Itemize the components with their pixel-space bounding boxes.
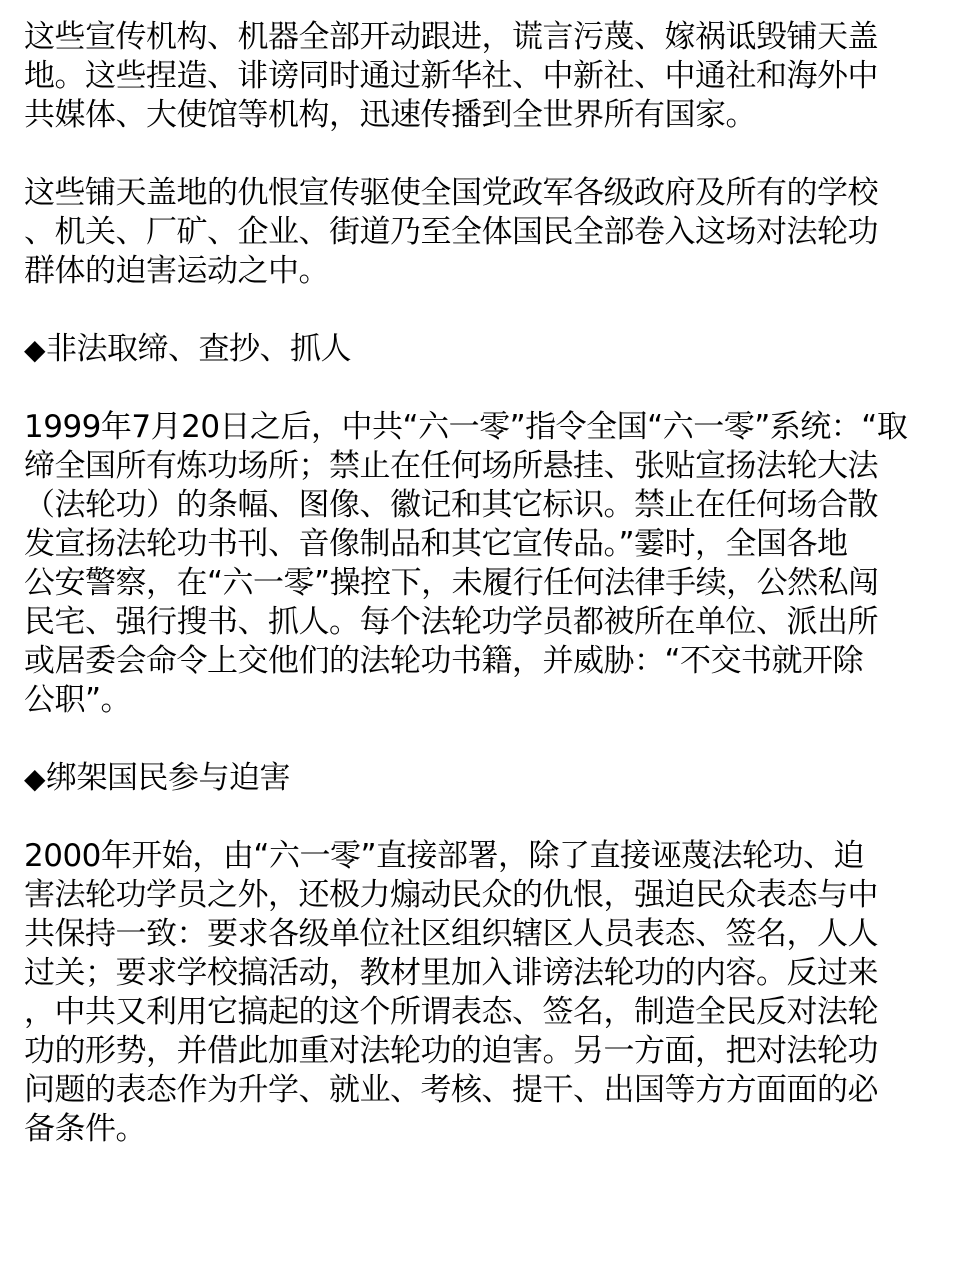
paragraph-hate-propaganda [24,174,949,291]
diamond-bullet-icon: ◆ [24,333,46,366]
text-line: 公安警察，在“六一零”操控下，未履行任何法律手续，公然私闯 [24,565,879,601]
paragraph-1999-ban [24,408,949,720]
text-line: 地。这些捏造、诽谤同时通过新华社、中新社、中通社和海外中 [24,58,878,94]
text-line: 发宣扬法轮功书刊、音像制品和其它宣传品。”霎时，全国各地 [24,526,848,562]
text-line: 或居委会命令上交他们的法轮功书籍，并威胁：“不交书就开除 [24,643,864,679]
text-line: 共媒体、大使馆等机构，迅速传播到全世界所有国家。 [24,97,756,133]
paragraph-spacer [24,369,949,408]
text-line: 害法轮功学员之外，还极力煽动民众的仇恨，强迫民众表态与中 [24,877,878,913]
text-line: 共保持一致：要求各级单位社区组织辖区人员表态、签名，人人 [24,916,878,952]
text-line: 公职”。 [24,682,132,718]
paragraph-spacer [24,720,949,759]
section-heading-ban-raid-arrest [24,330,949,369]
section-heading-text: 绑架国民参与迫害 [46,760,291,796]
paragraph-spacer [24,798,949,837]
text-line: 备条件。 [24,1111,146,1147]
text-line: 这些铺天盖地的仇恨宣传驱使全国党政军各级政府及所有的学校 [24,175,878,211]
diamond-bullet-icon: ◆ [24,762,46,795]
paragraph-spacer [24,291,949,330]
text-line: 、机关、厂矿、企业、街道乃至全体国民全部卷入这场对法轮功 [24,214,878,250]
text-line: 民宅、强行搜书、抓人。每个法轮功学员都被所在单位、派出所 [24,604,878,640]
text-line: 2000年开始，由“六一零”直接部署，除了直接诬蔑法轮功、迫 [24,838,865,874]
text-line: 群体的迫害运动之中。 [24,253,329,289]
text-line: 功的形势，并借此加重对法轮功的迫害。另一方面，把对法轮功 [24,1033,878,1069]
text-line: 问题的表态作为升学、就业、考核、提干、出国等方方面面的必 [24,1072,878,1108]
text-line: ，中共又利用它搞起的这个所谓表态、签名，制造全民反对法轮 [24,994,878,1030]
paragraph-spacer [24,135,949,174]
text-line: 1999年7月20日之后，中共“六一零”指令全国“六一零”系统：“取 [24,409,908,445]
text-line: （法轮功）的条幅、图像、徽记和其它标识。禁止在任何场合散 [24,487,878,523]
paragraph-2000-deployment [24,837,949,1149]
text-line: 这些宣传机构、机器全部开动跟进，谎言污蔑、嫁祸诋毁铺天盖 [24,19,878,55]
text-line: 缔全国所有炼功场所；禁止在任何场所悬挂、张贴宣扬法轮大法 [24,448,878,484]
section-heading-text: 非法取缔、查抄、抓人 [46,331,352,367]
paragraph-propaganda-machines [24,18,949,135]
text-line: 过关；要求学校搞活动，教材里加入诽谤法轮功的内容。反过来 [24,955,878,991]
document-body [24,18,949,1149]
section-heading-coerce-citizens [24,759,949,798]
